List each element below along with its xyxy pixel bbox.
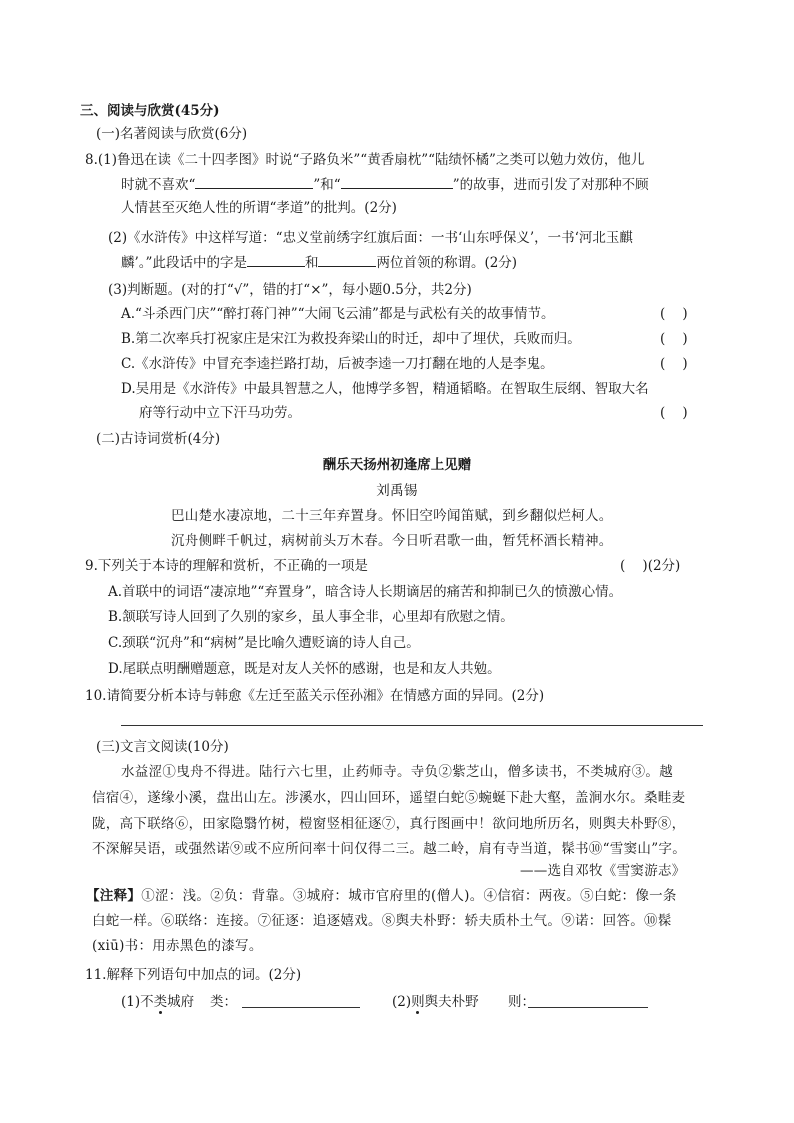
q8-3-option-a: A.“斗杀西门庆”“醉打蒋门神”“大闹飞云浦”都是与武松有关的故事情节。: [121, 306, 555, 322]
answer-paren[interactable]: ( ): [660, 331, 688, 347]
classical-line1: 水益涩①曳舟不得进。陆行六七里，止药师寺。寺负②紫芝山，僧多读书，不类城府③。越: [121, 764, 673, 780]
q11-item2: (2)则舆夫朴野: [392, 994, 479, 1010]
answer-paren[interactable]: ( ): [660, 306, 688, 322]
notes-label: 【注释】: [86, 888, 142, 904]
answer-blank[interactable]: [195, 174, 313, 189]
emphasis-char: 则: [411, 994, 425, 1010]
q9-option-b: B.颔联写诗人回到了久别的家乡，虽人事全非，心里却有欣慰之情。: [108, 609, 514, 625]
classical-line2: 信宿④，遂缘小溪，盘出山左。涉溪水，四山回环，遥望白蛇⑤蜿蜒下赴大壑，盖涧水尔。桑畦麦: [92, 790, 686, 806]
answer-paren[interactable]: ( ): [660, 405, 688, 421]
q8-3-option-c: C.《水浒传》中冒充李逵拦路打劫，后被李逵一刀打翻在地的人是李鬼。: [121, 356, 554, 372]
section-title: 三、阅读与欣赏(45分): [80, 103, 220, 119]
poem-line1: 巴山楚水凄凉地，二十三年弃置身。怀旧空吟闻笛赋，到乡翻似烂柯人。: [171, 508, 613, 524]
answer-paren[interactable]: ( )(2分): [620, 558, 681, 574]
q11-item1: (1)不类城府: [121, 994, 195, 1010]
q9-stem: 9.下列关于本诗的理解和赏析，不正确的一项是: [85, 558, 368, 574]
q8-1-line1: 8.(1)鲁迅在读《二十四孝图》时说“子路负米”“黄香扇枕”“陆绩怀橘”之类可以勉力效仿，他儿: [85, 152, 645, 168]
part3-heading: (三)文言文阅读(10分): [96, 739, 229, 755]
q8-1-line2: 时就不喜欢“ ”和“ ”的故事，进而引发了对那种不顾: [121, 174, 649, 195]
q8-1-line3: 人情甚至灭绝人性的所谓“孝道”的批判。(2分): [121, 200, 397, 216]
answer-line[interactable]: [121, 725, 703, 726]
poem-title: 酬乐天扬州初逢席上见赠: [322, 457, 472, 473]
notes-line3: (xiū)书：用赤黑色的漆写。: [92, 938, 263, 954]
q11-item2-label: 则：: [508, 994, 535, 1010]
answer-blank[interactable]: [247, 252, 305, 267]
q8-3-option-b: B.第二次率兵打祝家庄是宋江为救投奔梁山的时迁，却中了埋伏，兵败而归。: [121, 331, 581, 347]
answer-blank[interactable]: [318, 252, 376, 267]
q9-option-d: D.尾联点明酬赠题意，既是对友人关怀的感谢，也是和友人共勉。: [108, 661, 501, 677]
classical-line3: 陇，高下联络⑥，田家隐翳竹树，榿窗竖相征逐⑦，真行图画中！欲问地所历名，则舆夫朴野⑧，: [92, 816, 686, 832]
q10-stem: 10.请简要分析本诗与韩愈《左迁至蓝关示侄孙湘》在情感方面的异同。(2分): [85, 688, 545, 704]
answer-blank[interactable]: [341, 174, 453, 189]
emphasis-char: 类: [153, 994, 168, 1010]
q8-2-line2: 麟’。”此段话中的字是 和 两位首领的称谓。(2分): [121, 252, 517, 273]
part2-heading: (二)古诗词赏析(4分): [96, 431, 221, 447]
q8-3-option-d-line1: D.吴用是《水浒传》中最具智慧之人，他博学多智，精通韬略。在智取生辰纲、智取大名: [121, 381, 649, 397]
notes-line2: 白蛇一样。⑥联络：连接。⑦征逐：追逐嬉戏。⑧舆夫朴野：轿夫质朴土气。⑨诺：回答。⑩髹: [92, 913, 672, 929]
poem-author: 刘禹锡: [376, 483, 418, 499]
classical-source: ——选自邓牧《雪窦游志》: [520, 863, 686, 879]
q11-item1-label: 类：: [210, 994, 237, 1010]
q8-3-option-d-line2: 府等行动中立下汗马功劳。: [139, 405, 301, 421]
q9-option-a: A.首联中的词语“凄凉地”“弃置身”，暗含诗人长期谪居的痛苦和抑制已久的愤激心情。: [108, 584, 623, 600]
q8-2-line1: (2)《水浒传》中这样写道：“忠义堂前绣字红旗后面：一书‘山东呼保义’，一书‘河北玉麒: [108, 230, 633, 246]
q11-stem: 11.解释下列语句中加点的词。(2分): [85, 967, 302, 983]
answer-line[interactable]: [242, 1007, 360, 1008]
answer-paren[interactable]: ( ): [660, 356, 688, 372]
notes-line1: 【注释】①涩：浅。②负：背靠。③城府：城市官府里的(僧人)。④信宿：两夜。⑤白蛇：像一条: [86, 888, 677, 904]
part1-heading: (一)名著阅读与欣赏(6分): [96, 126, 248, 142]
classical-line4: 不深解吴语，或强然诺⑨或不应所问率十问仅得二三。越二岭，肩有寺当道，髹书⑩“雪窦山”字。: [92, 841, 687, 857]
answer-line[interactable]: [528, 1007, 648, 1008]
q9-option-c: C.颈联“沉舟”和“病树”是比喻久遭贬谪的诗人自己。: [108, 635, 420, 651]
q8-3-intro: (3)判断题。(对的打“√”，错的打“×”，每小题0.5分，共2分): [108, 282, 472, 298]
poem-line2: 沉舟侧畔千帆过，病树前头万木春。今日听君歌一曲，暂凭杯酒长精神。: [171, 533, 613, 549]
